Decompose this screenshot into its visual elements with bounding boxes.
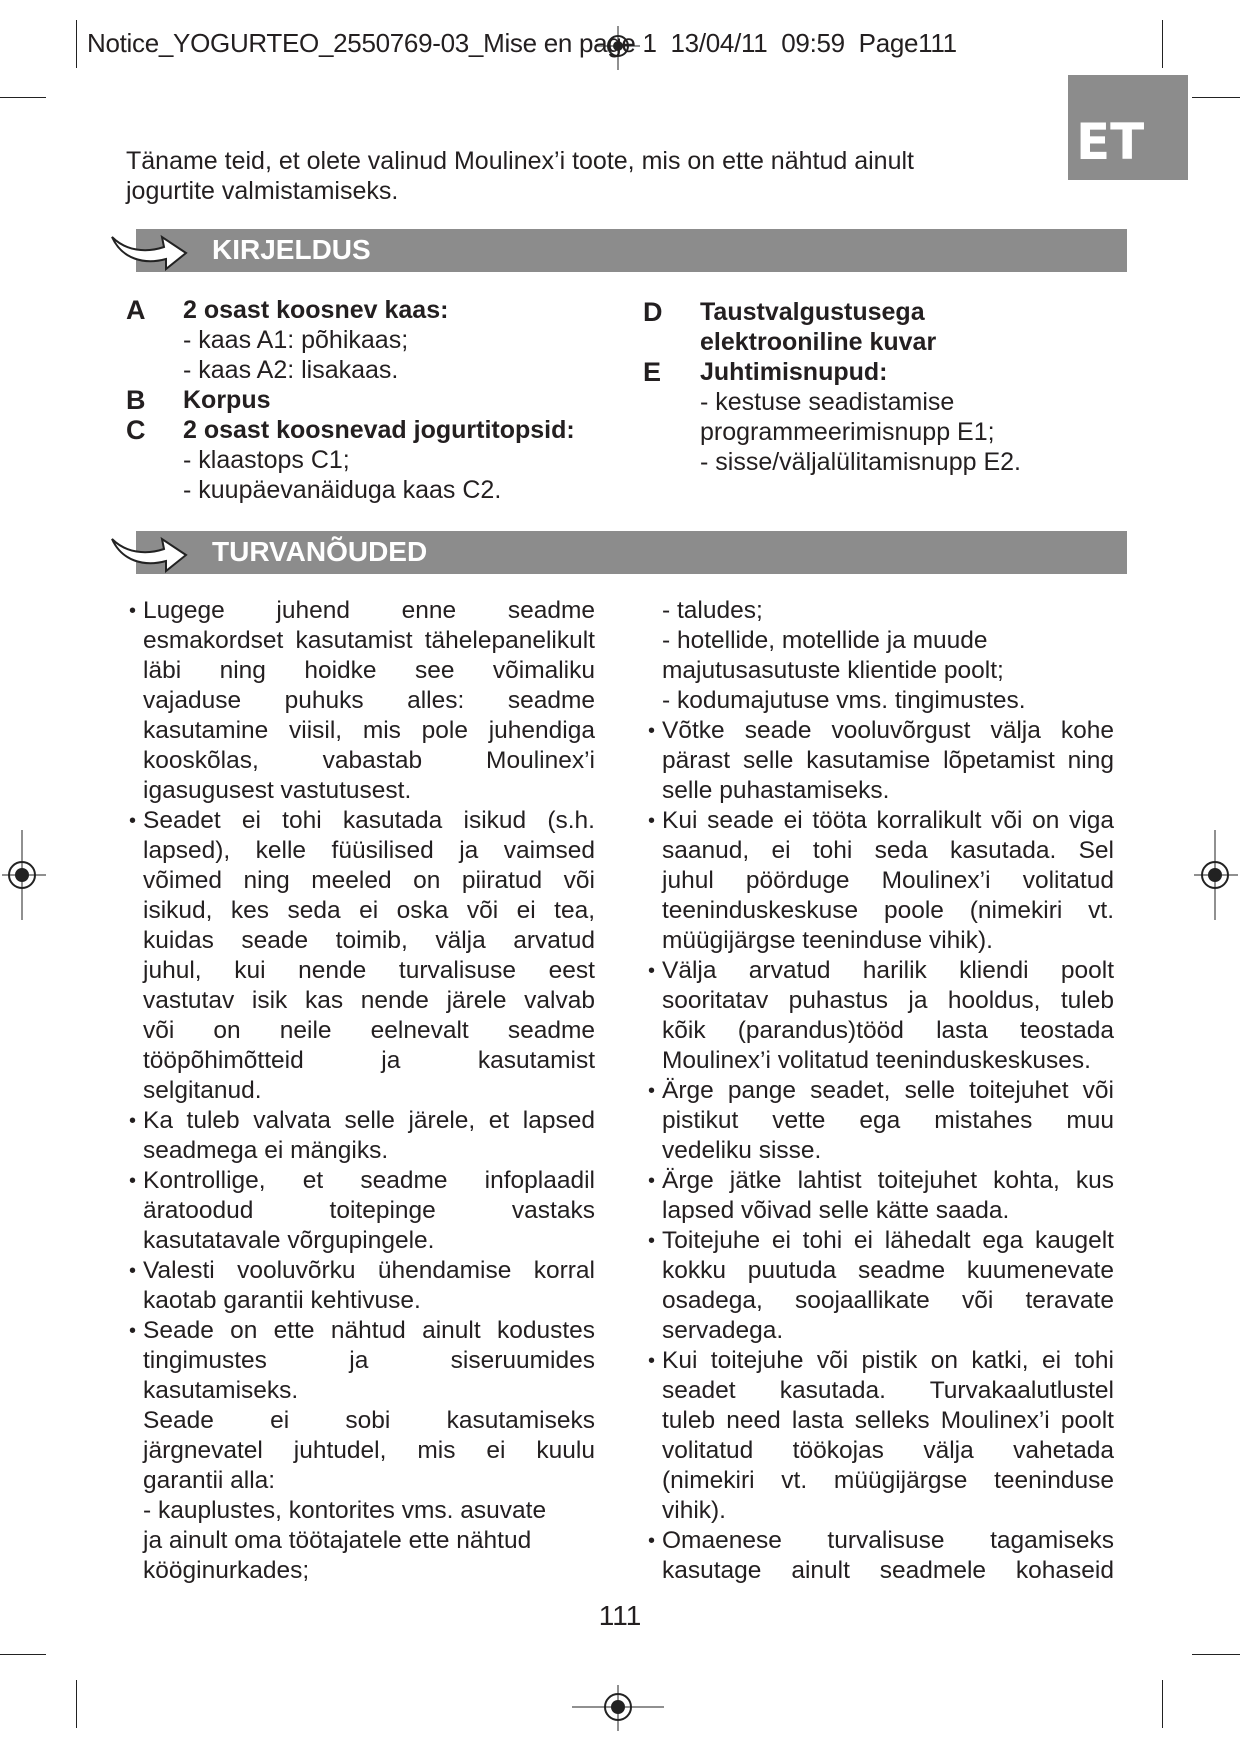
bullet-icon: • <box>648 1350 656 1372</box>
text-line: tuleb need lasta selleks Moulinex’i poolt <box>662 1407 1114 1434</box>
item-title: Korpus <box>183 386 271 414</box>
paragraph <box>662 596 1114 716</box>
text-line: selgitanud. <box>143 1077 262 1104</box>
text-line: - kodumajutuse vms. tingimustes. <box>662 687 1026 714</box>
registration-mark-icon <box>0 830 48 920</box>
arrow-icon <box>106 223 196 275</box>
crop-mark <box>1192 1654 1240 1655</box>
item-letter: A <box>126 295 146 325</box>
bullet-item <box>129 596 595 806</box>
safety-column-left <box>129 596 595 1586</box>
text-line: Ärge pange seadet, selle toitejuhet või <box>662 1077 1114 1104</box>
item-letter: B <box>126 385 146 415</box>
text-line: äratoodud toitepinge vastaks <box>143 1197 595 1224</box>
bullet-item <box>648 1346 1114 1526</box>
section-title: KIRJELDUS <box>212 234 371 265</box>
text-line: Välja arvatud harilik kliendi poolt <box>662 957 1114 984</box>
text-line: teeninduskeskuse poole (nimekiri vt. <box>662 897 1114 924</box>
section-title: TURVANÕUDED <box>212 536 428 567</box>
description-item <box>643 297 1123 357</box>
text-line: - hotellide, motellide ja muude <box>662 627 988 654</box>
bullet-item <box>648 806 1114 956</box>
text-line: ja ainult oma töötajatele ette nähtud <box>143 1527 532 1554</box>
text-line: garantii alla: <box>143 1467 276 1494</box>
bullet-icon: • <box>129 1110 137 1132</box>
crop-mark <box>1162 1680 1163 1728</box>
text-line: Ka tuleb valvata selle järele, et lapsed <box>143 1107 595 1134</box>
text-line: Lugege juhend enne seadme <box>143 597 595 624</box>
bullet-item <box>129 1106 595 1166</box>
text-line: igasugusest vastutusest. <box>143 777 412 804</box>
text-line: kuidas seade toimib, välja arvatud <box>143 927 595 954</box>
text-line: saanud, ei tohi seda kasutada. Sel <box>662 837 1114 864</box>
item-line: - kestuse seadistamise <box>700 388 955 416</box>
text-line: kasutatavale võrgupingele. <box>143 1227 435 1254</box>
text-line: vihik). <box>662 1497 726 1524</box>
text-line: Seade on ette nähtud ainult kodustes <box>143 1317 595 1344</box>
text-line: Kui toitejuhe või pistik on katki, ei tohi <box>662 1347 1114 1374</box>
description-list-right <box>643 297 1123 477</box>
text-line: sooritatav puhastus ja hooldus, tuleb <box>662 987 1114 1014</box>
item-letter: C <box>126 415 146 445</box>
text-line: servadega. <box>662 1317 784 1344</box>
text-line: pärast selle kasutamise lõpetamist ning <box>662 747 1114 774</box>
crop-mark <box>76 20 77 68</box>
description-item <box>643 357 1123 477</box>
item-text <box>183 415 646 505</box>
description-item <box>126 295 646 385</box>
item-text <box>183 385 646 415</box>
bullet-icon: • <box>648 720 656 742</box>
bullet-item <box>129 806 595 1106</box>
bullet-icon: • <box>648 1080 656 1102</box>
bullet-item <box>648 956 1114 1076</box>
page-number: 111 <box>598 1600 642 1631</box>
text-line: esmakordset kasutamist tähelepanelikult <box>143 627 595 654</box>
item-text <box>700 297 1123 357</box>
bullet-item <box>129 1256 595 1316</box>
crop-mark <box>76 1680 77 1728</box>
bullet-icon: • <box>129 810 137 832</box>
crop-mark <box>0 97 46 98</box>
item-line: - kuupäevanäiduga kaas C2. <box>183 476 502 504</box>
item-title: elektrooniline kuvar <box>700 328 937 356</box>
crop-mark <box>1192 97 1240 98</box>
bullet-item <box>648 1166 1114 1226</box>
text-line: Kontrollige, et seadme infoplaadil <box>143 1167 595 1194</box>
print-slug: Notice_YOGURTEO_2550769-03_Mise en page 1 13/04/11 09:59 Page111 <box>87 28 957 58</box>
item-text <box>700 357 1123 477</box>
registration-mark-icon <box>1192 830 1240 920</box>
text-line: läbi ning hoidke see võimaliku <box>143 657 595 684</box>
description-item <box>126 385 646 415</box>
text-line: isikud, kes seda ei oska või ei tea, <box>143 897 595 924</box>
text-line: - taludes; <box>662 597 763 624</box>
item-line: programmeerimisnupp E1; <box>700 418 995 446</box>
bullet-item <box>129 1316 595 1406</box>
section-header-description <box>136 229 1127 272</box>
bullet-icon: • <box>648 1530 656 1552</box>
text-line: kööginurkades; <box>143 1557 310 1584</box>
intro-text: Täname teid, et olete valinud Moulinex’i toote, mis on ette nähtud ainult jogurtite valmistamiseks. <box>126 147 914 205</box>
bullet-icon: • <box>129 1320 137 1342</box>
text-line: Seadet ei tohi kasutada isikud (s.h. <box>143 807 595 834</box>
text-line: selle puhastamiseks. <box>662 777 890 804</box>
bullet-icon: • <box>129 600 137 622</box>
text-line: müügijärgse teeninduse vihik). <box>662 927 993 954</box>
item-title: 2 osast koosnevad jogurtitopsid: <box>183 416 575 444</box>
item-letter: D <box>643 297 663 327</box>
text-line: kaotab garantii kehtivuse. <box>143 1287 421 1314</box>
bullet-item <box>648 716 1114 806</box>
crop-mark <box>1162 20 1163 68</box>
text-line: Valesti vooluvõrku ühendamise korral <box>143 1257 595 1284</box>
text-line: pistikut vette ega mistahes muu <box>662 1107 1114 1134</box>
text-line: seadet kasutada. Turvakaalutlustel <box>662 1377 1114 1404</box>
item-line: - kaas A1: põhikaas; <box>183 326 409 354</box>
text-line: vedeliku sisse. <box>662 1137 822 1164</box>
text-line: majutusasutuste klientide poolt; <box>662 657 1004 684</box>
text-line: Võtke seade vooluvõrgust välja kohe <box>662 717 1114 744</box>
section-header-safety <box>136 531 1127 574</box>
item-title: Juhtimisnupud: <box>700 358 888 386</box>
text-line: lapsed võivad selle kätte saada. <box>662 1197 1010 1224</box>
description-list-left <box>126 295 646 505</box>
text-line: juhul, kui nende turvalisuse eest <box>143 957 595 984</box>
registration-mark-icon <box>572 1685 664 1731</box>
text-line: juhul pöörduge Moulinex’i volitatud <box>662 867 1114 894</box>
text-line: Toitejuhe ei tohi ei lähedalt ega kaugelt <box>662 1227 1114 1254</box>
text-line: või on neile eelnevalt seadme <box>143 1017 595 1044</box>
bullet-icon: • <box>648 1230 656 1252</box>
text-line: (nimekiri vt. müügijärgse teeninduse <box>662 1467 1114 1494</box>
language-code: ET <box>1076 113 1145 171</box>
bullet-icon: • <box>648 810 656 832</box>
text-line: Kui seade ei tööta korralikult või on viga <box>662 807 1114 834</box>
text-line: osadega, soojaallikate või teravate <box>662 1287 1114 1314</box>
bullet-icon: • <box>648 960 656 982</box>
bullet-item <box>129 1166 595 1256</box>
text-line: kasutamiseks. <box>143 1377 299 1404</box>
paragraph <box>143 1496 595 1586</box>
bullet-icon: • <box>648 1170 656 1192</box>
bullet-item <box>648 1076 1114 1166</box>
arrow-icon <box>106 525 196 577</box>
text-line: lapsed), kelle füüsilised ja vaimsed <box>143 837 595 864</box>
text-line: Omaenese turvalisuse tagamiseks <box>662 1527 1114 1554</box>
language-tab <box>1068 75 1188 180</box>
text-line: järgnevatel juhtudel, mis ei kuulu <box>143 1437 595 1464</box>
text-line: - kauplustes, kontorites vms. asuvate <box>143 1497 547 1524</box>
text-line: seadmega ei mängiks. <box>143 1137 389 1164</box>
item-title: Taustvalgustusega <box>700 298 925 326</box>
text-line: vajaduse puhuks alles: seadme <box>143 687 595 714</box>
safety-column-right <box>648 596 1114 1586</box>
text-line: vastutav isik kas nende järele valvab <box>143 987 595 1014</box>
crop-mark <box>0 1654 46 1655</box>
item-text <box>183 295 646 385</box>
text-line: Seade ei sobi kasutamiseks <box>143 1407 595 1434</box>
text-line: tööpõhimõtteid ja kasutamist <box>143 1047 595 1074</box>
item-letter: E <box>643 357 662 387</box>
bullet-item <box>648 1226 1114 1346</box>
text-line: kasutage ainult seadmele kohaseid <box>662 1557 1114 1584</box>
paragraph <box>143 1406 595 1496</box>
bullet-icon: • <box>129 1170 137 1192</box>
text-line: võimed ning meeled on piiratud või <box>143 867 595 894</box>
text-line: kokku puutuda seadme kuumenevate <box>662 1257 1114 1284</box>
text-line: kasutamine viisil, mis pole juhendiga <box>143 717 595 744</box>
text-line: kõik (parandus)tööd lasta teostada <box>662 1017 1114 1044</box>
text-line: Ärge jätke lahtist toitejuhet kohta, kus <box>662 1167 1114 1194</box>
text-line: kooskõlas, vabastab Moulinex’i <box>143 747 595 774</box>
item-title: 2 osast koosnev kaas: <box>183 296 449 324</box>
item-line: - sisse/väljalülitamisnupp E2. <box>700 448 1021 476</box>
item-line: - kaas A2: lisakaas. <box>183 356 399 384</box>
text-line: Moulinex’i volitatud teeninduskeskuses. <box>662 1047 1091 1074</box>
bullet-icon: • <box>129 1260 137 1282</box>
bullet-item <box>648 1526 1114 1586</box>
description-item <box>126 415 646 505</box>
text-line: tingimustes ja siseruumides <box>143 1347 595 1374</box>
text-line: volitatud töökojas välja vahetada <box>662 1437 1114 1464</box>
item-line: - klaastops C1; <box>183 446 350 474</box>
